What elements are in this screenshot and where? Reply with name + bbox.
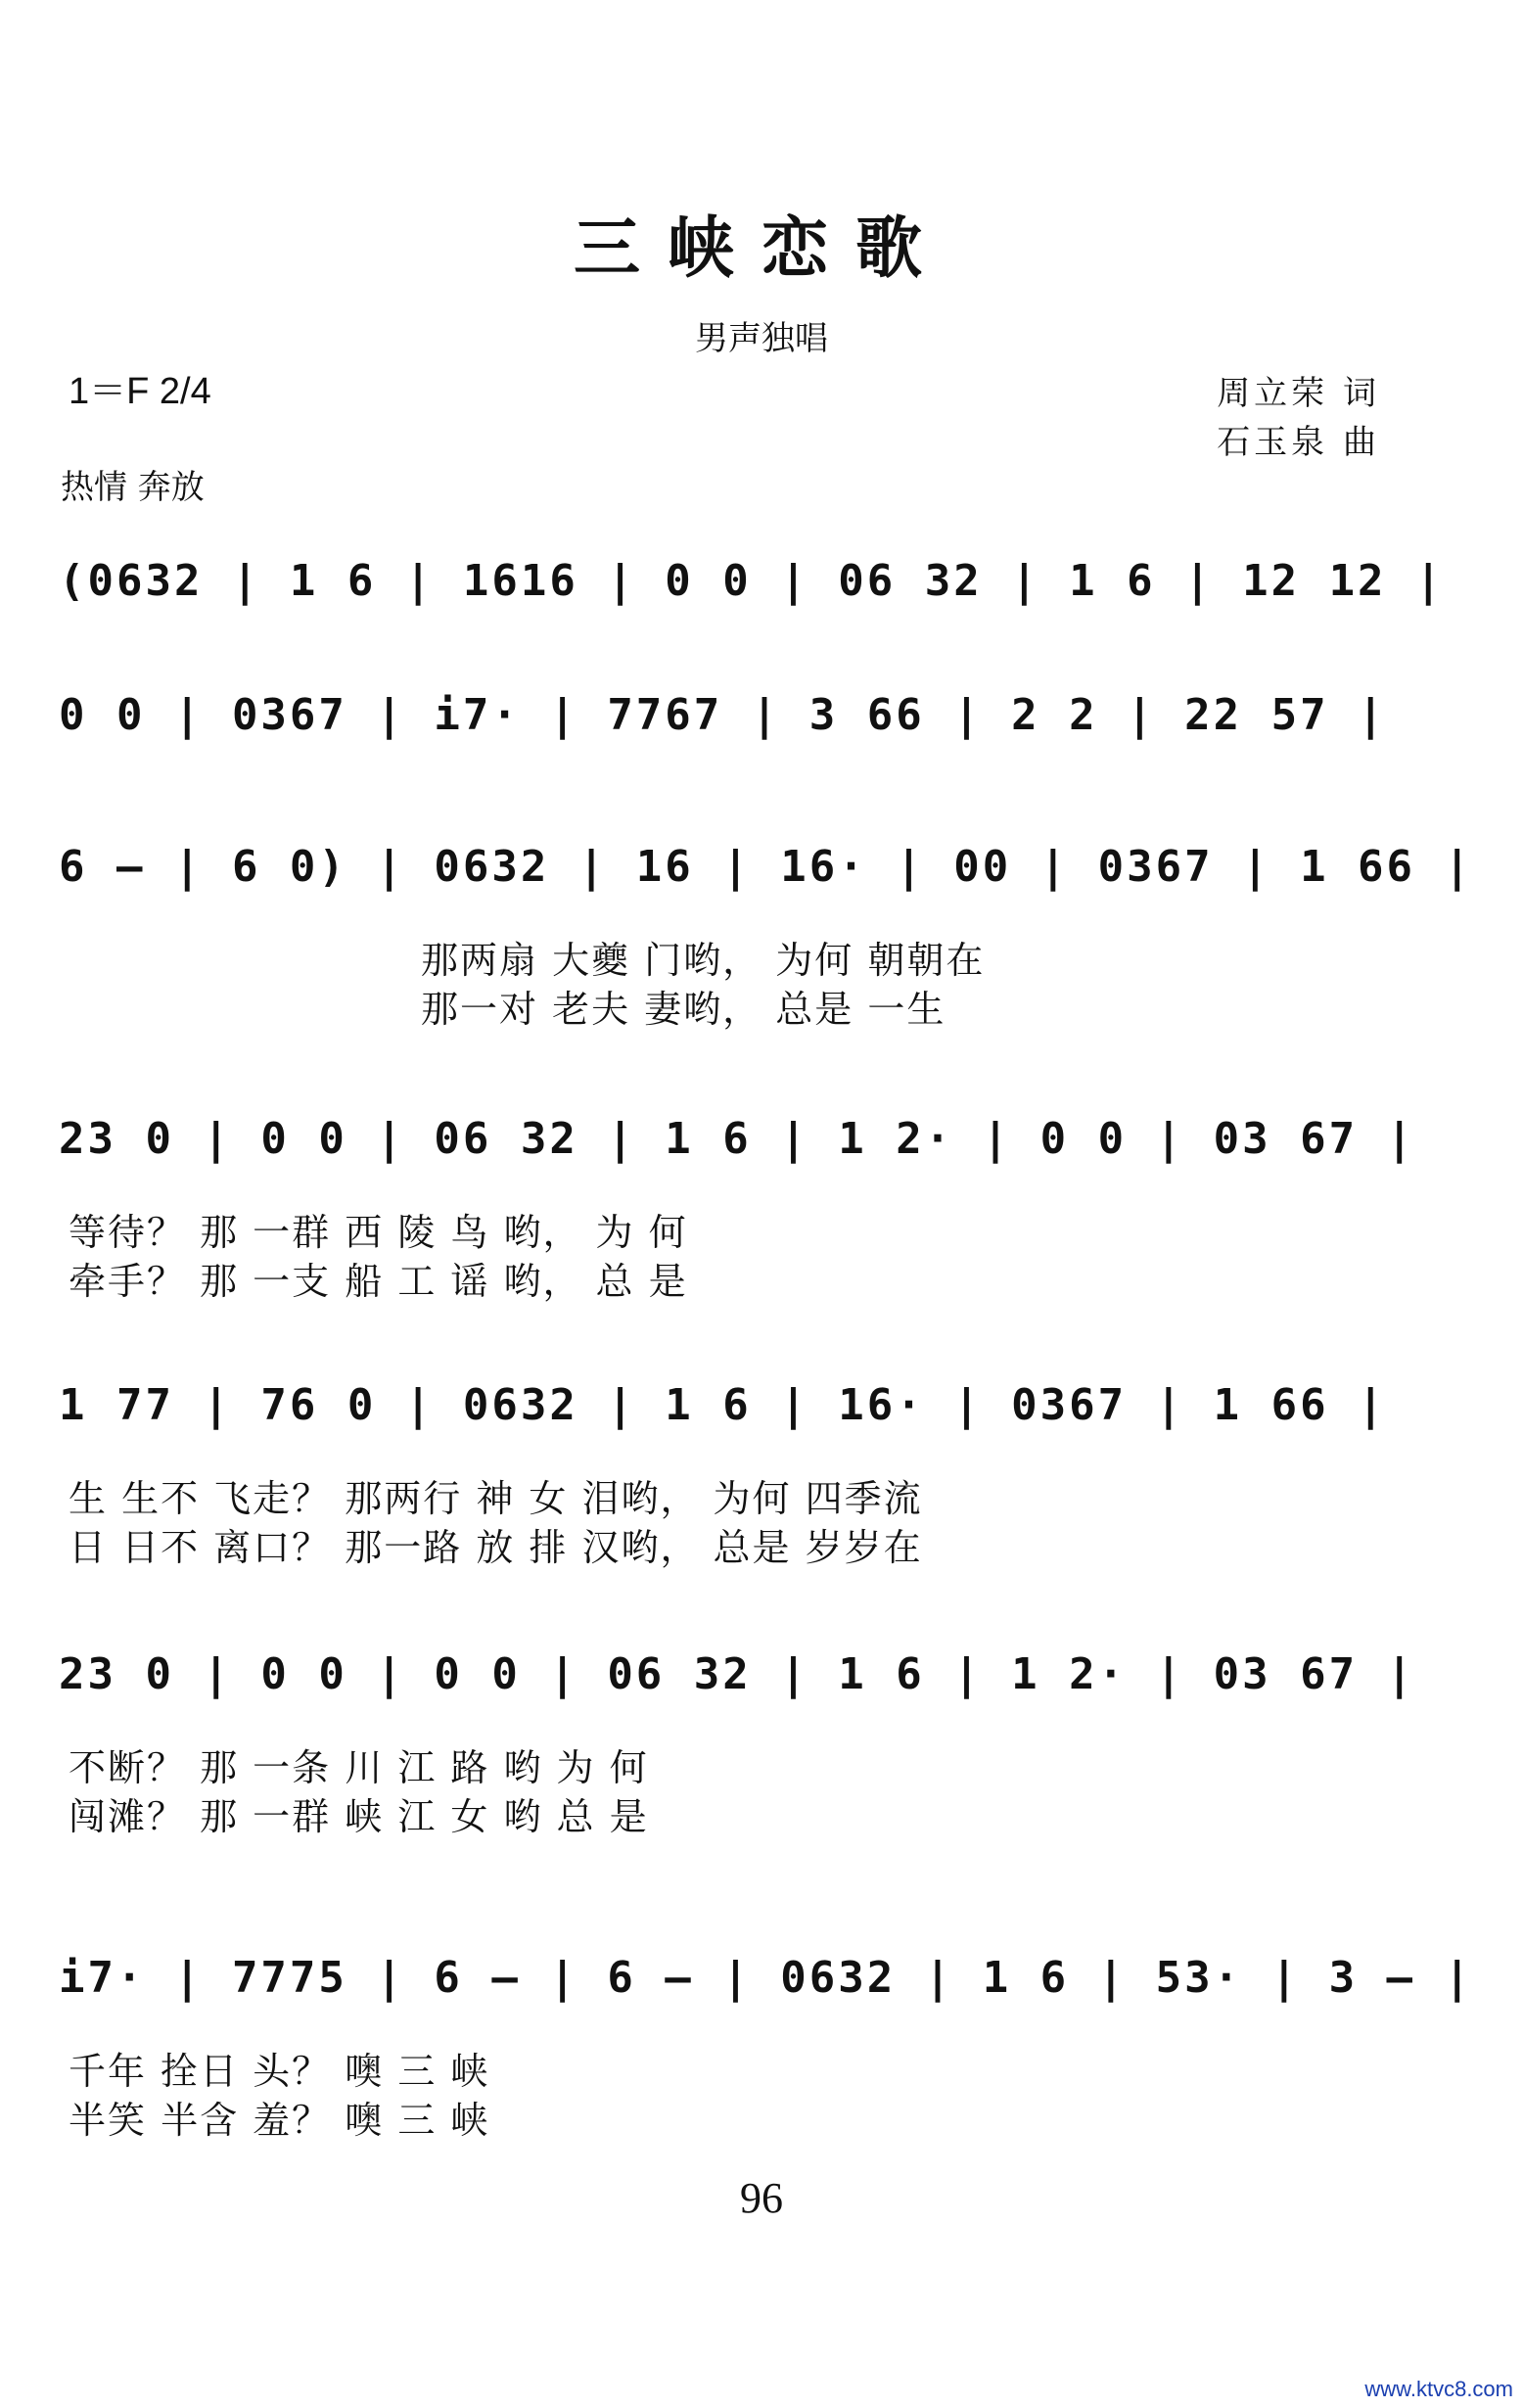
song-subtitle: 男声独唱 bbox=[695, 319, 828, 358]
lyric-line-3-verse-2: 那一对 老夫 妻哟， 总是 一生 bbox=[421, 988, 946, 1031]
lyric-line-5-verse-1: 生 生不 飞走？ 那两行 神 女 泪哟， 为何 四季流 bbox=[69, 1477, 923, 1520]
notation-line-1: (0632 | 1 6 | 1616 | 0 0 | 06 32 | 1 6 | 12 12 | bbox=[59, 556, 1445, 606]
lyric-line-3-verse-1: 那两扇 大夔 门哟， 为何 朝朝在 bbox=[421, 939, 986, 982]
notation-line-4: 23 0 | 0 0 | 06 32 | 1 6 | 1 2· | 0 0 | 03 67 | bbox=[59, 1114, 1416, 1164]
lyricist-credit: 周立荣 词 bbox=[1217, 374, 1380, 413]
lyric-line-7-verse-2: 半笑 半含 羞？ 噢 三 峡 bbox=[69, 2099, 490, 2142]
lyric-line-6-verse-1: 不断？ 那 一条 川 江 路 哟 为 何 bbox=[69, 1746, 649, 1789]
lyric-line-6-verse-2: 闯滩？ 那 一群 峡 江 女 哟 总 是 bbox=[69, 1795, 649, 1838]
key-signature: 1＝F 2/4 bbox=[69, 371, 211, 412]
lyric-line-4-verse-2: 牵手？ 那 一支 船 工 谣 哟， 总 是 bbox=[69, 1260, 688, 1303]
notation-line-5: 1 77 | 76 0 | 0632 | 1 6 | 16· | 0367 | 1 66 | bbox=[59, 1380, 1387, 1430]
notation-line-6: 23 0 | 0 0 | 0 0 | 06 32 | 1 6 | 1 2· | 03 67 | bbox=[59, 1649, 1416, 1699]
lyric-line-5-verse-2: 日 日不 离口？ 那一路 放 排 汉哟， 总是 岁岁在 bbox=[69, 1526, 923, 1569]
notation-line-7: i7· | 7775 | 6 — | 6 — | 0632 | 1 6 | 53· | 3 — | bbox=[59, 1953, 1474, 2003]
notation-line-2: 0 0 | 0367 | i7· | 7767 | 3 66 | 2 2 | 22 57 | bbox=[59, 690, 1387, 740]
notation-line-3: 6 — | 6 0) | 0632 | 16 | 16· | 00 | 0367 | 1 66 | bbox=[59, 842, 1474, 892]
composer-credit: 石玉泉 曲 bbox=[1217, 423, 1380, 462]
page-number: 96 bbox=[740, 2174, 783, 2222]
watermark: www.ktvc8.com bbox=[1364, 2377, 1513, 2401]
song-title: 三峡恋歌 bbox=[573, 209, 949, 288]
lyric-line-4-verse-1: 等待？ 那 一群 西 陵 鸟 哟， 为 何 bbox=[69, 1211, 688, 1254]
tempo-mark: 热情 奔放 bbox=[61, 468, 205, 507]
lyric-line-7-verse-1: 千年 拴日 头？ 噢 三 峡 bbox=[69, 2050, 490, 2093]
